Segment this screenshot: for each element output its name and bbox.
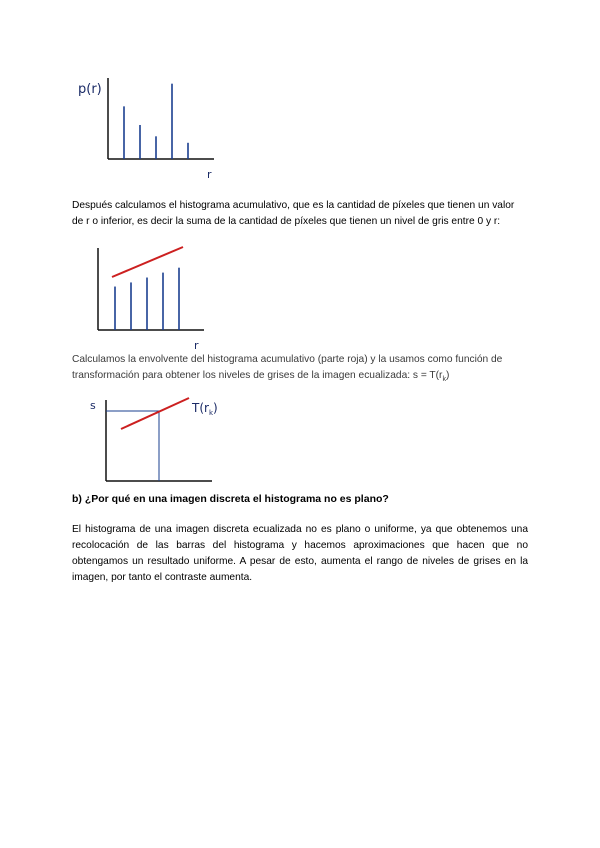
paragraph-envelope-text: Calculamos la envolvente del histograma acumulativo (parte roja) y la usamos como función de transformación para obtener los niveles de grises de la imagen ecualizada: s = T(r: [72, 354, 503, 381]
transformation-curve-label-sub: k: [208, 409, 214, 417]
transformation-curve-label: [191, 401, 218, 417]
cumulative-x-label: r: [194, 339, 199, 352]
transformation-curve-label-main: T(r: [192, 401, 209, 415]
histogram-x-label: r: [207, 168, 212, 181]
paragraph-cumulative-histogram: Después calculamos el histograma acumulativo, que es la cantidad de píxeles que tienen un valor de r o inferior, es decir la suma de la cantidad de píxeles que tienen un nivel de gris entre 0 y r:: [72, 200, 515, 227]
question-heading: b) ¿Por qué en una imagen discreta el histograma no es plano?: [72, 493, 389, 505]
histogram-y-label: p(r): [78, 82, 102, 97]
transformation-curve: [121, 398, 189, 429]
paragraph-envelope-suffix: ): [445, 370, 450, 381]
paragraph-envelope: [72, 352, 528, 388]
cumulative-envelope-line: [112, 247, 183, 277]
transformation-y-label: s: [90, 399, 96, 412]
paragraph-answer: El histograma de una imagen discreta ecualizada no es plano o uniforme, ya que obtenemos una recolocación de las barras del histograma y hacemos aproximaciones que hacen que no obtengamos un resultado uniforme. A pesar de esto, aumenta el rango de niveles de grises en la imagen, por tanto el contraste aumenta.: [72, 524, 528, 583]
cumulative-bars: [115, 268, 179, 330]
transformation-curve-label-suffix: ): [213, 401, 218, 415]
histogram-bars: [124, 84, 188, 159]
paragraph-envelope-subscript: k: [442, 376, 446, 384]
histogram-figure: [0, 0, 600, 190]
